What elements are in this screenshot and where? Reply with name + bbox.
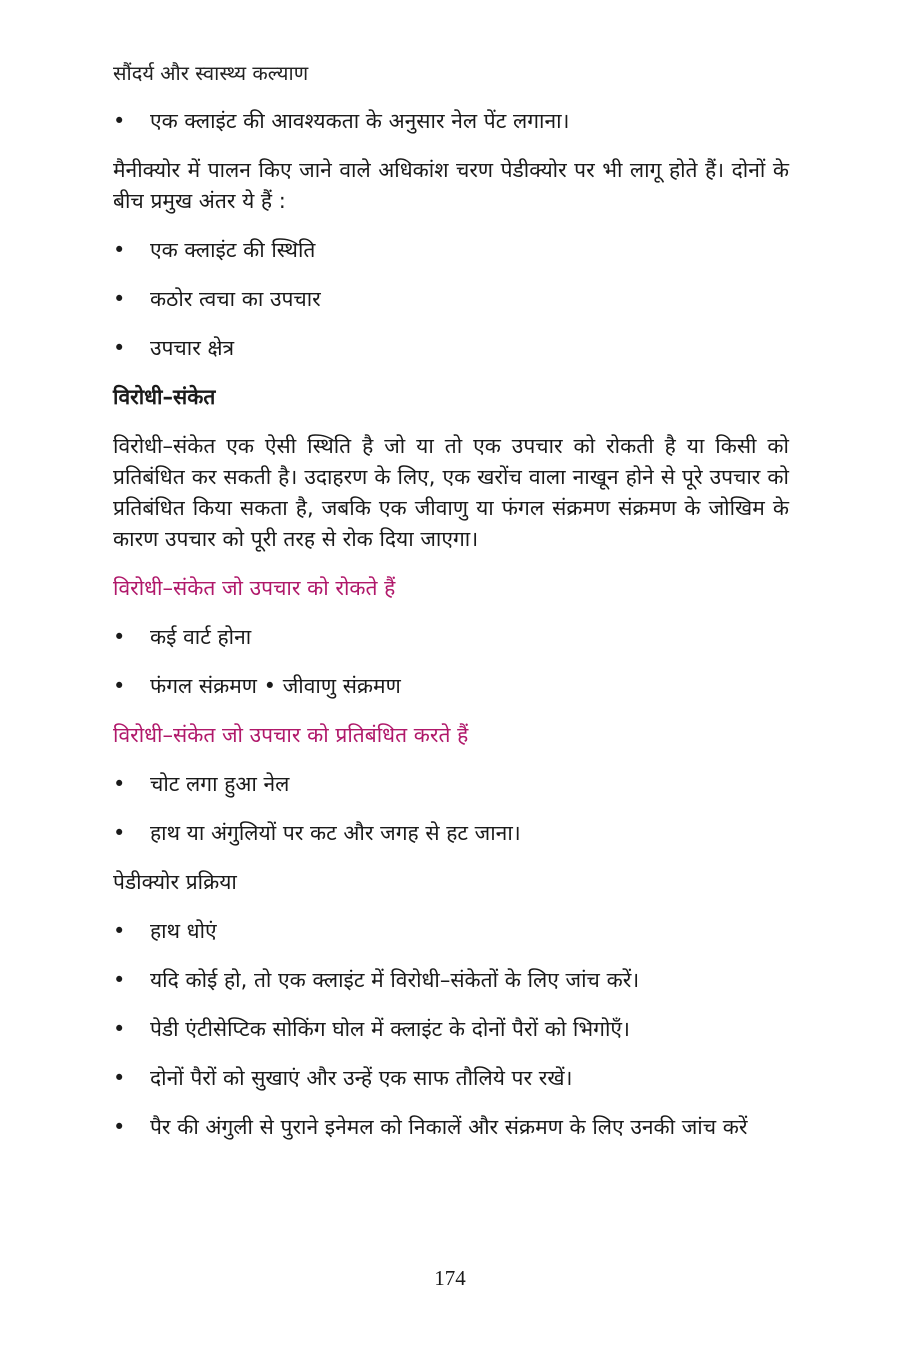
list-item	[113, 916, 789, 947]
bullet-icon: •	[113, 1017, 126, 1041]
list-item	[113, 769, 789, 800]
list-item	[113, 622, 789, 653]
list-item	[113, 1014, 789, 1045]
bullet-list-prevent	[113, 622, 789, 702]
list-item-text: उपचार क्षेत्र	[150, 336, 235, 360]
running-title: सौंदर्य और स्वास्थ्य कल्याण	[113, 61, 309, 85]
bullet-icon: •	[113, 238, 126, 262]
list-item-text: पैर की अंगुली से पुराने इनेमल को निकालें और संक्रमण के लिए उनकी जांच करें	[150, 1115, 748, 1139]
list-item	[113, 1112, 789, 1143]
list-item	[113, 333, 789, 364]
bullet-icon: •	[113, 109, 126, 133]
list-item-text: पेडी एंटीसेप्टिक सोकिंग घोल में क्लाइंट के दोनों पैरों को भिगोएँ।	[150, 1017, 630, 1041]
bullet-icon: •	[113, 821, 126, 845]
list-item	[113, 818, 789, 849]
bullet-list-differences	[113, 235, 789, 364]
list-item	[113, 106, 789, 137]
list-item-text: कठोर त्वचा का उपचार	[150, 287, 321, 311]
list-item-text: कई वार्ट होना	[150, 625, 252, 649]
bullet-list-procedure	[113, 916, 789, 1143]
sub-heading-restrict: विरोधी–संकेत जो उपचार को प्रतिबंधित करते हैं	[113, 723, 469, 747]
bullet-icon: •	[113, 674, 126, 698]
bullet-icon: •	[113, 625, 126, 649]
list-item-text: हाथ धोएं	[150, 919, 217, 943]
procedure-heading: पेडीक्योर प्रक्रिया	[113, 870, 237, 894]
list-item	[113, 284, 789, 315]
bullet-list-nail-paint	[113, 106, 789, 137]
list-item-text: फंगल संक्रमण • जीवाणु संक्रमण	[150, 674, 401, 698]
list-item	[113, 965, 789, 996]
bullet-icon: •	[113, 919, 126, 943]
bullet-icon: •	[113, 1066, 126, 1090]
bullet-icon: •	[113, 336, 126, 360]
list-item-text: एक क्लाइंट की आवश्यकता के अनुसार नेल पेंट लगाना।	[150, 109, 570, 133]
list-item-text: चोट लगा हुआ नेल	[150, 772, 290, 796]
page-number: 174	[434, 1266, 466, 1290]
page-body	[113, 58, 789, 1161]
section-heading-contraindications: विरोधी–संकेत	[113, 385, 216, 409]
list-item	[113, 235, 789, 266]
bullet-icon: •	[113, 968, 126, 992]
paragraph-contraindications: विरोधी–संकेत एक ऐसी स्थिति है जो या तो एक उपचार को रोकती है या किसी को प्रतिबंधित कर सकती है। उदाहरण के लिए, एक खरोंच वाला नाखून होने से पूरे उपचार को प्रतिबंधित किया सकता है, जबकि एक जीवाणु या फंगल संक्रमण संक्रमण के जोखिम के कारण उपचार को पूरी तरह से रोक दिया जाएगा।	[113, 434, 789, 551]
sub-heading-prevent: विरोधी–संकेत जो उपचार को रोकते हैं	[113, 576, 396, 600]
list-item-text: एक क्लाइंट की स्थिति	[150, 238, 316, 262]
bullet-list-restrict	[113, 769, 789, 849]
bullet-icon: •	[113, 1115, 126, 1139]
bullet-icon: •	[113, 287, 126, 311]
list-item-text: यदि कोई हो, तो एक क्लाइंट में विरोधी–संकेतों के लिए जांच करें।	[150, 968, 640, 992]
list-item	[113, 671, 789, 702]
list-item-text: दोनों पैरों को सुखाएं और उन्हें एक साफ तौलिये पर रखें।	[150, 1066, 573, 1090]
bullet-icon: •	[113, 772, 126, 796]
list-item-text: हाथ या अंगुलियों पर कट और जगह से हट जाना।	[150, 821, 521, 845]
paragraph-manicure-pedicure: मैनीक्योर में पालन किए जाने वाले अधिकांश चरण पेडीक्योर पर भी लागू होते हैं। दोनों के बीच प्रमुख अंतर ये हैं :	[113, 158, 789, 213]
list-item	[113, 1063, 789, 1094]
